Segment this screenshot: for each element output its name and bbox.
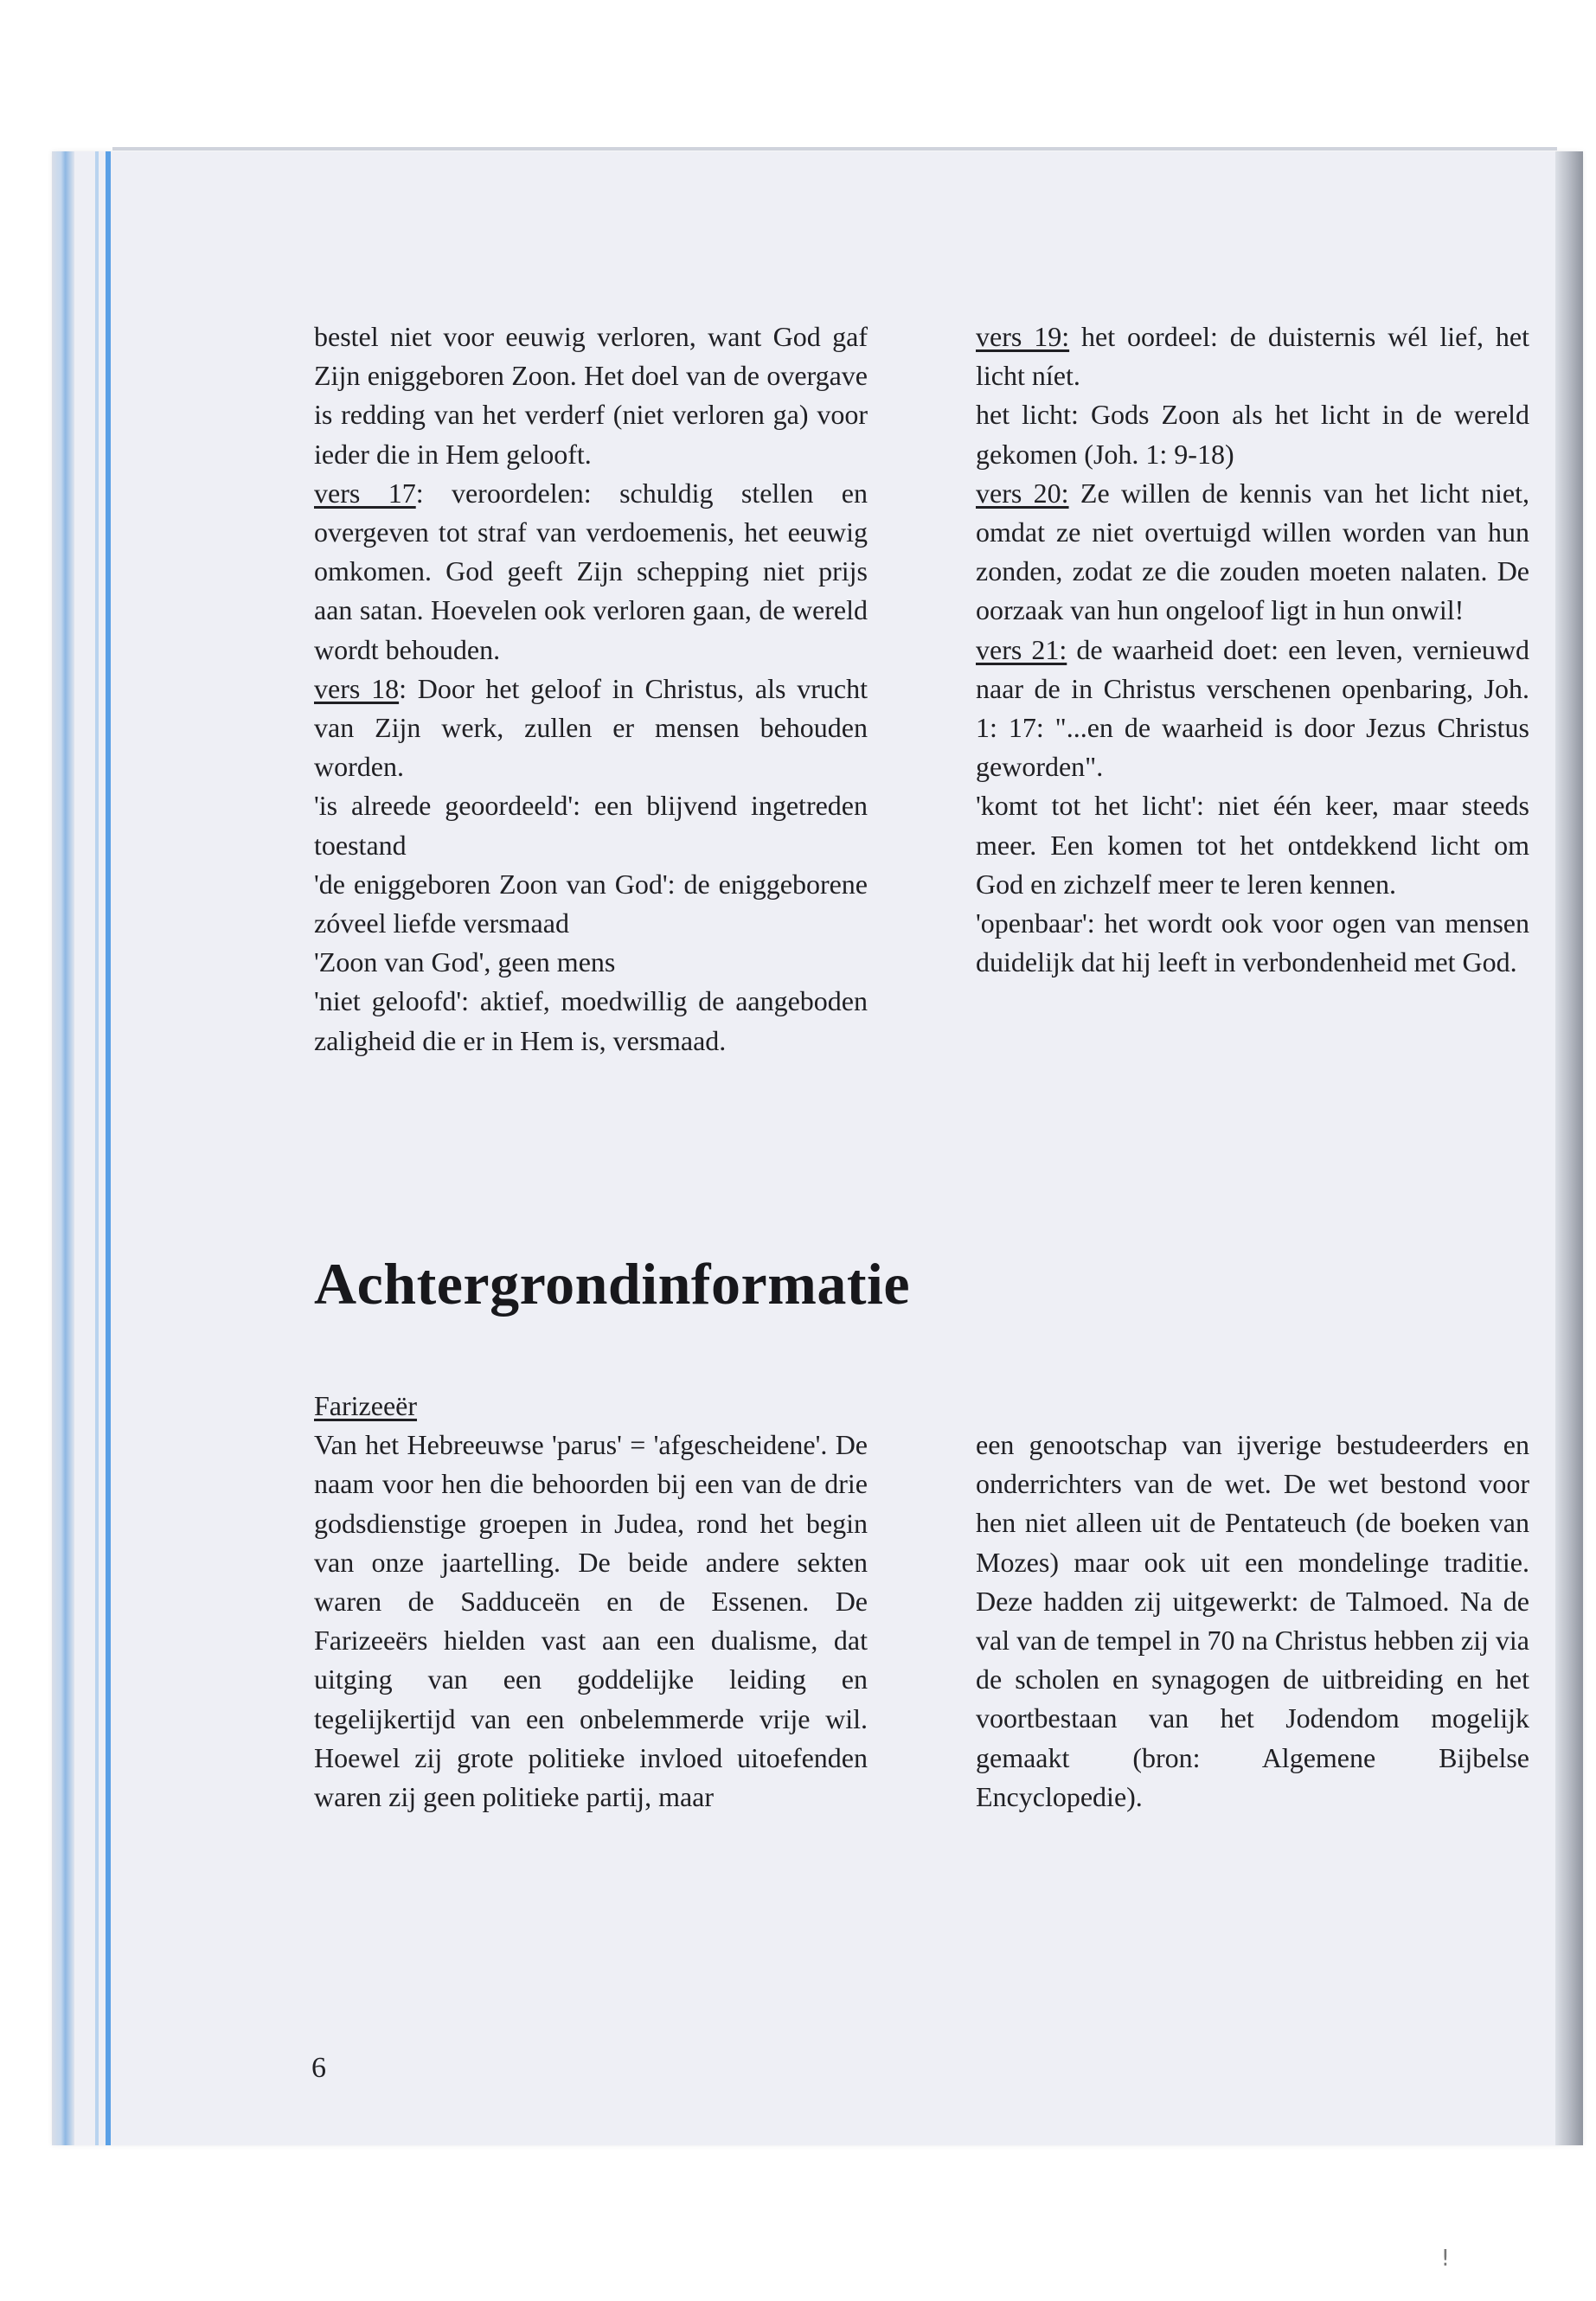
stray-scan-mark: ǃ: [1442, 2246, 1449, 2272]
spine-blue-edge: [106, 151, 111, 2145]
paragraph-vers-21: vers 21: de waarheid doet: een leven, vernieuwd naar de in Christus verschenen openbaring, Joh. 1: 17: "...en de waarheid is door Jezus Christus geworden".: [976, 633, 1530, 783]
paragraph: 'niet geloofd': aktief, moedwillig de aangeboden zaligheid die er in Hem is, versmaad.: [314, 985, 868, 1056]
verse-label: vers 20:: [976, 477, 1069, 509]
page-top-edge: [112, 147, 1557, 151]
right-column-top: [976, 317, 1529, 982]
paragraph-vers-20: vers 20: Ze willen de kennis van het licht niet, omdat ze niet overtuigd willen worden van hun zonden, zodat ze die zouden moeten nalaten. De oorzaak van hun ongeloof ligt in hun onwil!: [976, 477, 1530, 626]
verse-label: vers 17: [314, 477, 416, 509]
paragraph: bestel niet voor eeuwig verloren, want God gaf Zijn eniggeboren Zoon. Het doel van de overgave is redding van het verderf (niet verloren ga) voor ieder die in Hem gelooft.: [314, 321, 868, 470]
paragraph: 'Zoon van God', geen mens: [314, 946, 616, 978]
left-column-top: [314, 317, 868, 1061]
paragraph: 'de eniggeboren Zoon van God': de eniggeborene zóveel liefde versmaad: [314, 868, 868, 939]
paragraph: 'is alreede geoordeeld': een blijvend ingetreden toestand: [314, 790, 868, 861]
right-column-bottom: [976, 1426, 1529, 1817]
subheading-farizeeer: Farizeeër: [314, 1390, 418, 1421]
page-number: 6: [311, 2052, 326, 2084]
paragraph: 'komt tot het licht': niet één keer, maar steeds meer. Een komen tot het ontdekkend licht om God en zichzelf meer te leren kennen.: [976, 790, 1529, 900]
paragraph: Van het Hebreeuwse 'parus' = 'afgescheidene'. De naam voor hen die behoorden bij een van de drie godsdienstige groepen in Judea, rond het begin van onze jaartelling. De beide andere sekten waren de Sadduceën en de Essenen. De Farizeeërs hielden vast aan een dualisme, dat uitging van een goddelijke leiding en tegelijkertijd van een onbelemmerde vrije wil. Hoewel zij grote politieke invloed uitoefenden waren zij geen politieke partij, maar: [314, 1429, 868, 1813]
spine-highlight: [95, 151, 99, 2145]
left-column-bottom: [314, 1387, 868, 1817]
paragraph: 'openbaar': het wordt ook voor ogen van mensen duidelijk dat hij leeft in verbondenheid met God.: [976, 907, 1529, 978]
verse-label: vers 21:: [976, 633, 1067, 665]
paragraph: het licht: Gods Zoon als het licht in de wereld gekomen (Joh. 1: 9-18): [976, 399, 1529, 470]
paragraph-vers-18: vers 18: Door het geloof in Christus, als vrucht van Zijn werk, zullen er mensen behouden worden.: [314, 672, 869, 783]
section-heading: Achtergrondinformatie: [314, 1251, 911, 1317]
verse-label: vers 18: [314, 672, 400, 704]
verse-label: vers 19:: [976, 321, 1070, 352]
paragraph: een genootschap van ijverige bestudeerders en onderrichters van de wet. De wet bestond voor hen niet alleen uit de Pentateuch (de boeken van Mozes) maar ook uit een mondelinge traditie. Deze hadden zij uitgewerkt: de Talmoed. Na de val van de tempel in 70 na Christus hebben zij via de scholen en synagogen de uitbreiding en het voortbestaan van het Jodendom mogelijk gemaakt (bron: Algemene Bijbelse Encyclopedie).: [976, 1429, 1529, 1812]
page-spine: [52, 151, 74, 2145]
paragraph-vers-19: vers 19: het oordeel: de duisternis wél lief, het licht níet.: [976, 321, 1530, 392]
paragraph-vers-17: vers 17: veroordelen: schuldig stellen en overgeven tot straf van verdoemenis, het eeuwig omkomen. God geeft Zijn schepping niet prijs aan satan. Hoevelen ook verloren gaan, de wereld wordt behouden.: [314, 477, 869, 665]
page-right-edge: [1555, 151, 1583, 2145]
